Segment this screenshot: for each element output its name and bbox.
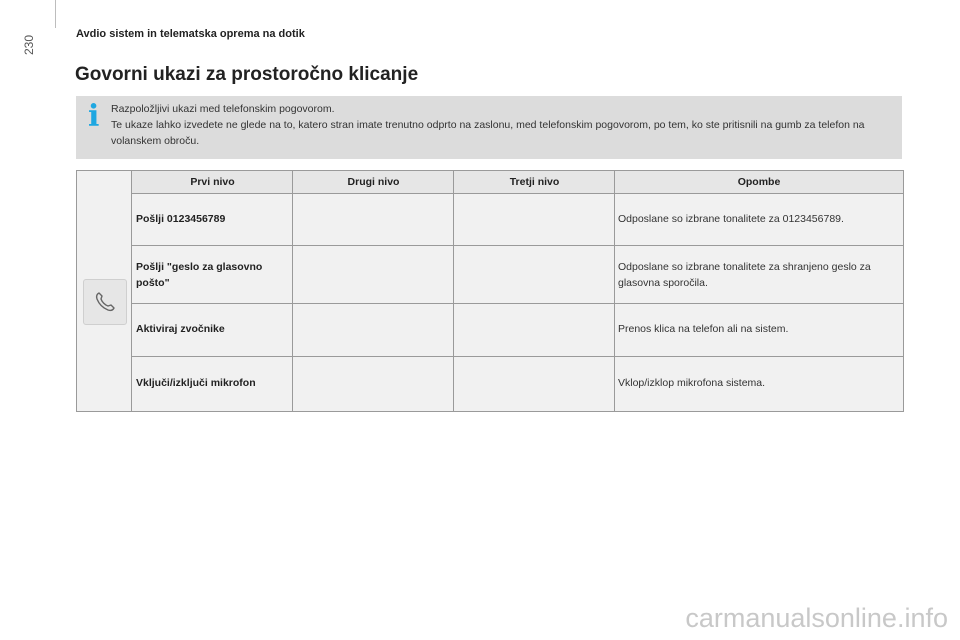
phone-icon bbox=[93, 290, 117, 314]
first-level-cell: Pošlji 0123456789 bbox=[136, 213, 226, 225]
table-row bbox=[132, 304, 903, 357]
table-row bbox=[132, 194, 903, 246]
icon-column bbox=[77, 171, 132, 411]
info-box bbox=[76, 96, 902, 159]
first-level-cell: Pošlji "geslo za glasovno pošto" bbox=[136, 261, 263, 289]
header-first-level: Prvi nivo bbox=[190, 176, 235, 188]
info-text bbox=[111, 101, 891, 149]
header-second-level: Drugi nivo bbox=[347, 176, 400, 188]
table-row bbox=[132, 357, 903, 411]
notes-cell: Vklop/izklop mikrofona sistema. bbox=[618, 377, 766, 389]
section-header: Avdio sistem in telematska oprema na dotik bbox=[76, 28, 305, 40]
info-line-2: Te ukaze lahko izvedete ne glede na to, katero stran imate trenutno odprto na zaslonu, med telefonskim pogovorom, po tem, ko ste pritisnili na gumb za telefon na volanskem obroču. bbox=[111, 119, 865, 147]
info-icon: i bbox=[88, 99, 100, 134]
table-header-row bbox=[132, 171, 903, 194]
voice-command-table bbox=[76, 170, 904, 412]
notes-cell: Odposlane so izbrane tonalitete za shranjeno geslo za glasovna sporočila. bbox=[618, 261, 871, 289]
first-level-cell: Aktiviraj zvočnike bbox=[136, 323, 225, 335]
page-title: Govorni ukazi za prostoročno klicanje bbox=[75, 64, 419, 85]
header-third-level: Tretji nivo bbox=[509, 176, 560, 188]
notes-cell: Prenos klica na telefon ali na sistem. bbox=[618, 323, 789, 335]
page-margin-rule bbox=[55, 0, 56, 28]
phone-icon-box bbox=[83, 279, 127, 325]
watermark: carmanualsonline.info bbox=[685, 603, 948, 633]
header-notes: Opombe bbox=[737, 176, 781, 188]
table-row bbox=[132, 246, 903, 304]
page-number: 230 bbox=[22, 34, 36, 55]
notes-cell: Odposlane so izbrane tonalitete za 0123456789. bbox=[618, 213, 844, 225]
info-line-1: Razpoložljivi ukazi med telefonskim pogovorom. bbox=[111, 103, 335, 115]
first-level-cell: Vključi/izključi mikrofon bbox=[136, 377, 256, 389]
